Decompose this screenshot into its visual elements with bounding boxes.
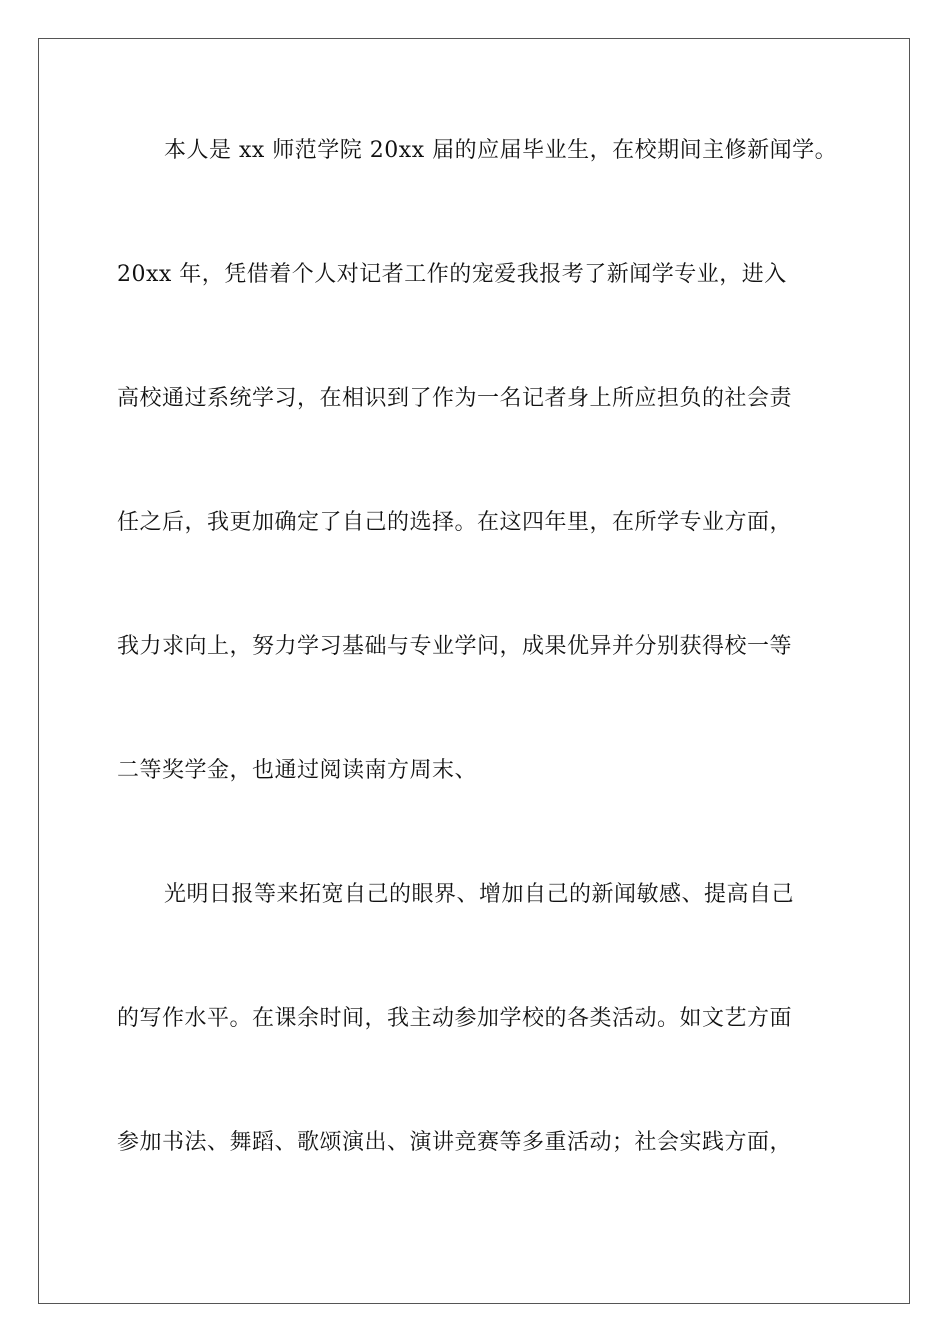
paragraph-1-line-2: 20xx 年，凭借着个人对记者工作的宠爱我报考了新闻学专业，进入	[117, 262, 787, 287]
paragraph-1-line-3: 高校通过系统学习，在相识到了作为一名记者身上所应担负的社会责	[117, 386, 793, 411]
paragraph-2-line-1: 光明日报等来拓宽自己的眼界、增加自己的新闻敏感、提高自己	[164, 882, 795, 907]
paragraph-2-line-2: 的写作水平。在课余时间，我主动参加学校的各类活动。如文艺方面	[117, 1006, 793, 1031]
paragraph-1-line-5: 我力求向上，努力学习基础与专业学问，成果优异并分别获得校一等	[117, 634, 793, 659]
paragraph-2-line-3: 参加书法、舞蹈、歌颂演出、演讲竞赛等多重活动；社会实践方面，	[117, 1130, 793, 1155]
paragraph-1-line-1: 本人是 xx 师范学院 20xx 届的应届毕业生，在校期间主修新闻学。	[164, 138, 838, 163]
paragraph-1-line-4: 任之后，我更加确定了自己的选择。在这四年里，在所学专业方面，	[117, 510, 793, 535]
page-frame	[38, 38, 910, 1304]
paragraph-1-line-6: 二等奖学金，也通过阅读南方周末、	[117, 758, 478, 783]
